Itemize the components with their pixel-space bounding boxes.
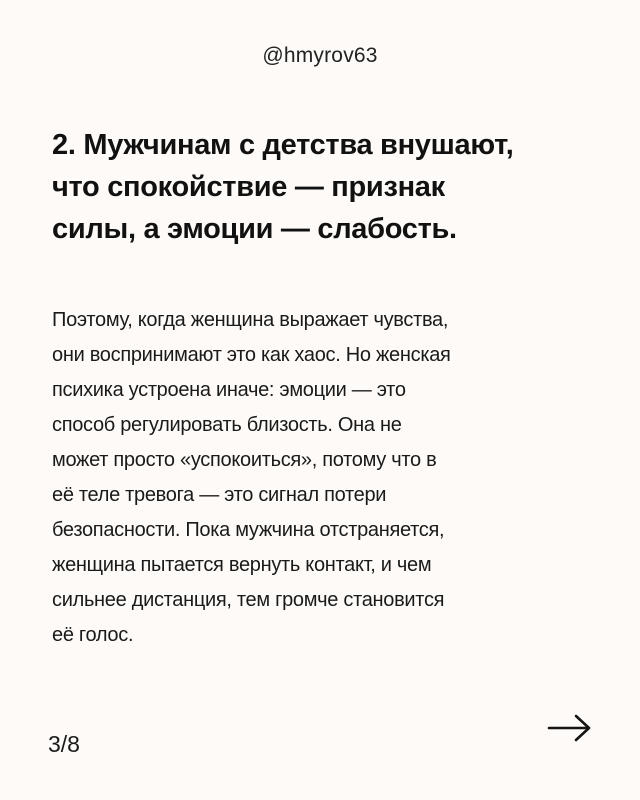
body-line: психика устроена иначе: эмоции — это [52,379,406,401]
body-line: они воспринимают это как хаос. Но женская [52,344,451,366]
body-line: её теле тревога — это сигнал потери [52,484,387,506]
body-line: может просто «успокоиться», потому что в [52,449,437,471]
slide-body-text [52,303,592,653]
arrow-right-icon [546,710,594,746]
page-indicator: 3/8 [48,731,80,757]
body-line: её голос. [52,624,134,646]
headline-line: 2. Мужчинам с детства внушают, [52,129,514,161]
body-line: сильнее дистанция, тем громче становится [52,589,445,611]
headline-line: что спокойствие — признак [52,171,445,203]
body-line: способ регулировать близость. Она не [52,414,402,436]
author-handle: @hmyrov63 [262,44,378,67]
body-line: женщина пытается вернуть контакт, и чем [52,554,432,576]
headline-line: силы, а эмоции — слабость. [52,213,457,245]
body-line: Поэтому, когда женщина выражает чувства, [52,309,449,331]
body-line: безопасности. Пока мужчина отстраняется, [52,519,445,541]
slide-headline [52,124,592,250]
next-slide-button[interactable] [546,710,594,746]
